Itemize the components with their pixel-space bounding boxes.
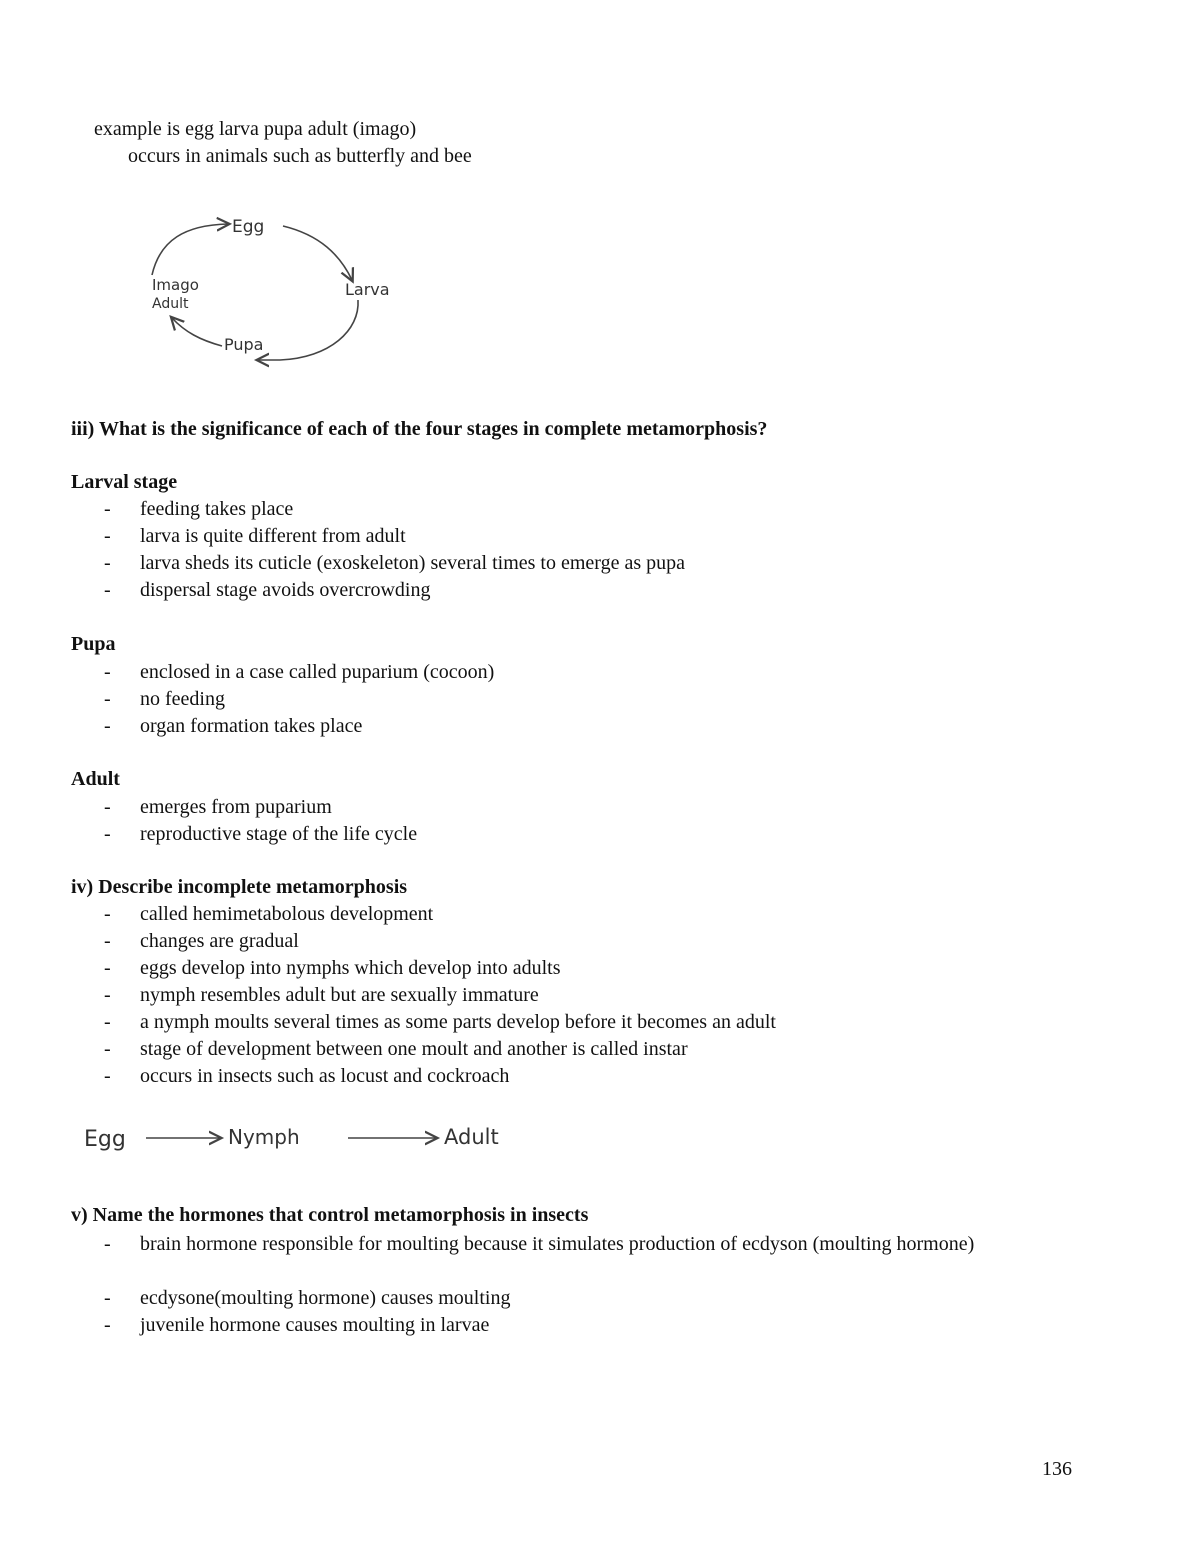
list-item: - changes are gradual [104,930,299,952]
list-item: - feeding takes place [104,498,294,520]
cycle-adult-label: Adult [152,296,189,312]
cycle-egg-label: Egg [232,217,265,237]
cycle-pupa-label: Pupa [224,335,264,354]
intro-line-1: example is egg larva pupa adult (imago) [94,118,417,140]
larval-stage-list [104,496,685,604]
linear-egg-label: Egg [84,1127,126,1152]
linear-adult-label: Adult [444,1125,499,1149]
question-iv: iv) Describe incomplete metamorphosis [71,876,408,898]
list-item: - juvenile hormone causes moulting in larvae [104,1314,490,1336]
list-item: - no feeding [104,688,225,710]
list-item: - larva is quite different from adult [104,525,406,547]
list-item: - reproductive stage of the life cycle [104,823,418,845]
list-item: - called hemimetabolous development [104,903,434,925]
list-item: - enclosed in a case called puparium (cocoon) [104,661,495,683]
list-item: - ecdysone(moulting hormone) causes moulting [104,1287,511,1309]
question-v: v) Name the hormones that control metamorphosis in insects [71,1204,589,1226]
incomplete-metamorphosis-list [104,901,776,1090]
larval-stage-heading: Larval stage [71,471,178,493]
list-item: - eggs develop into nymphs which develop into adults [104,957,561,979]
cycle-larva-label: Larva [345,280,390,299]
list-item: - stage of development between one moult and another is called instar [104,1038,688,1060]
list-item: - larva sheds its cuticle (exoskeleton) several times to emerge as pupa [104,552,685,574]
list-item: - occurs in insects such as locust and cockroach [104,1065,510,1087]
complete-metamorphosis-cycle-diagram [140,200,430,380]
list-item: - emerges from puparium [104,796,332,818]
list-item: - nymph resembles adult but are sexually immature [104,984,539,1006]
list-item: - a nymph moults several times as some parts develop before it becomes an adult [104,1011,776,1033]
cycle-imago-label: Imago [152,276,199,294]
page-number: 136 [1042,1458,1072,1480]
adult-heading: Adult [71,768,120,790]
list-item: - brain hormone responsible for moulting because it simulates production of ecdyson (moulting hormone) [104,1233,975,1255]
adult-list [104,794,417,848]
list-item: - dispersal stage avoids overcrowding [104,579,431,601]
question-iii: iii) What is the significance of each of the four stages in complete metamorphosis? [71,418,768,440]
pupa-heading: Pupa [71,633,116,655]
pupa-list [104,659,494,740]
list-item: - organ formation takes place [104,715,363,737]
intro-line-2: occurs in animals such as butterfly and bee [128,145,472,167]
linear-nymph-label: Nymph [228,1125,300,1149]
hormones-list [104,1231,1040,1339]
incomplete-metamorphosis-diagram [80,1118,550,1158]
